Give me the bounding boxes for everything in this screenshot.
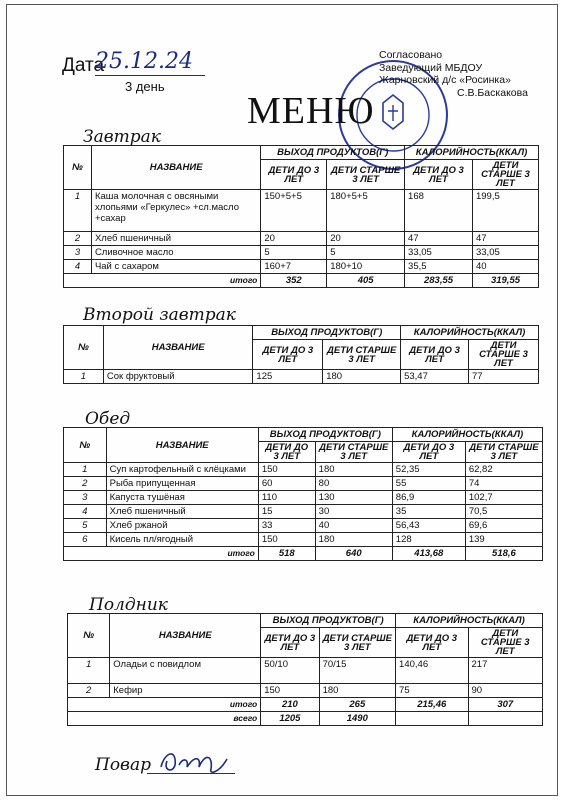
calories-over-3: 217 [468,658,543,684]
output-to-3: 60 [258,477,315,491]
total-calories-over-3: 307 [468,698,543,712]
calories-to-3: 75 [396,684,468,698]
output-over-3: 180 [315,463,392,477]
output-over-3: 180 [323,370,401,384]
row-num: 2 [68,684,110,698]
table-row [68,684,543,698]
col-header-kids-to-3: ДЕТИ ДО 3 ЛЕТ [253,340,323,370]
total-row [64,274,539,288]
page-title: МЕНЮ [247,90,375,132]
dish-name: Сок фруктовый [103,370,253,384]
output-over-3: 40 [315,519,392,533]
total-label: итого [64,547,259,561]
date-value: 25.12.24 [95,49,193,74]
col-header-kids-to-3: ДЕТИ ДО 3 ЛЕТ [396,628,468,658]
calories-to-3: 53,47 [401,370,469,384]
table-row [68,658,543,684]
calories-over-3: 77 [469,370,539,384]
output-to-3: 150 [258,533,315,547]
snack-table [67,613,543,726]
col-header-kids-to-3: ДЕТИ ДО 3 ЛЕТ [261,160,327,190]
calories-over-3: 70,5 [465,505,542,519]
calories-over-3: 62,82 [465,463,542,477]
output-to-3: 110 [258,491,315,505]
output-over-3: 30 [315,505,392,519]
calories-over-3: 47 [472,232,538,246]
total-output-over-3: 265 [319,698,395,712]
second-breakfast-table [63,325,539,384]
calories-over-3: 33,05 [472,246,538,260]
row-num: 3 [64,491,107,505]
section-title-snack: Полдник [89,595,168,615]
col-header-kids-over-3: ДЕТИ СТАРШЕ 3 ЛЕТ [323,340,401,370]
calories-over-3: 74 [465,477,542,491]
table-row [64,246,539,260]
output-over-3: 180 [315,533,392,547]
approval-line: Жарновский д/с «Росинка» [379,74,511,86]
col-header-kids-over-3: ДЕТИ СТАРШЕ 3 ЛЕТ [315,442,392,463]
col-header-output: ВЫХОД ПРОДУКТОВ(Г) [261,614,396,628]
total-output-to-3: 352 [261,274,327,288]
col-header-kids-over-3: ДЕТИ СТАРШЕ 3 ЛЕТ [327,160,405,190]
row-num: 4 [64,505,107,519]
calories-over-3: 40 [472,260,538,274]
total-output-to-3: 210 [261,698,319,712]
section-title-second-breakfast: Второй завтрак [83,305,236,325]
calories-over-3: 102,7 [465,491,542,505]
grand-total-output-over-3: 1490 [319,712,395,726]
output-to-3: 150+5+5 [261,190,327,232]
col-header-num: № [64,428,107,463]
col-header-kids-to-3: ДЕТИ ДО 3 ЛЕТ [405,160,473,190]
col-header-kids-over-3: ДЕТИ СТАРШЕ 3 ЛЕТ [469,340,539,370]
lunch-table [63,427,543,561]
calories-to-3: 33,05 [405,246,473,260]
total-output-to-3: 518 [258,547,315,561]
calories-over-3: 199,5 [472,190,538,232]
calories-over-3: 69,6 [465,519,542,533]
total-output-over-3: 640 [315,547,392,561]
dish-name: Хлеб пшеничный [91,232,260,246]
menu-sheet [6,4,558,796]
total-row [68,698,543,712]
dish-name: Капуста тушёная [106,491,258,505]
col-header-num: № [68,614,110,658]
grand-total-label: всего [68,712,261,726]
dish-name: Оладьи с повидлом [110,658,261,684]
date-label: Дата [62,55,105,76]
approval-line: С.В.Баскакова [457,86,528,99]
col-header-calories: КАЛОРИЙНОСТЬ(ККАЛ) [401,326,539,340]
calories-to-3: 35 [392,505,465,519]
total-calories-over-3: 319,55 [472,274,538,288]
total-calories-to-3: 215,46 [396,698,468,712]
calories-to-3: 140,46 [396,658,468,684]
table-row [64,519,543,533]
col-header-kids-to-3: ДЕТИ ДО 3 ЛЕТ [261,628,319,658]
total-output-over-3: 405 [327,274,405,288]
col-header-kids-to-3: ДЕТИ ДО 3 ЛЕТ [258,442,315,463]
output-over-3: 180+10 [327,260,405,274]
col-header-kids-over-3: ДЕТИ СТАРШЕ 3 ЛЕТ [465,442,542,463]
table-row [64,232,539,246]
day-label: 3 день [125,79,165,94]
section-title-breakfast: Завтрак [83,127,161,147]
output-over-3: 180 [319,684,395,698]
table-row [64,260,539,274]
output-over-3: 70/15 [319,658,395,684]
col-header-kids-over-3: ДЕТИ СТАРШЕ 3 ЛЕТ [468,628,543,658]
row-num: 2 [64,232,92,246]
total-calories-to-3: 413,68 [392,547,465,561]
total-calories-over-3: 518,6 [465,547,542,561]
calories-to-3: 86,9 [392,491,465,505]
total-row [64,547,543,561]
col-header-name: НАЗВАНИЕ [106,428,258,463]
output-to-3: 5 [261,246,327,260]
table-row [64,505,543,519]
dish-name: Сливочное масло [91,246,260,260]
row-num: 1 [64,190,92,232]
dish-name: Чай с сахаром [91,260,260,274]
cook-signature-icon [155,745,235,777]
table-row [64,190,539,232]
table-row [64,491,543,505]
grand-total-row [68,712,543,726]
cook-label: Повар [95,755,151,775]
dish-name: Хлеб ржаной [106,519,258,533]
calories-over-3: 139 [465,533,542,547]
total-label: итого [68,698,261,712]
dish-name: Кисель пл/ягодный [106,533,258,547]
grand-total-empty [468,712,543,726]
col-header-name: НАЗВАНИЕ [91,146,260,190]
row-num: 3 [64,246,92,260]
output-to-3: 50/10 [261,658,319,684]
output-over-3: 130 [315,491,392,505]
row-num: 5 [64,519,107,533]
col-header-calories: КАЛОРИЙНОСТЬ(ККАЛ) [405,146,539,160]
col-header-kids-over-3: ДЕТИ СТАРШЕ 3 ЛЕТ [319,628,395,658]
col-header-output: ВЫХОД ПРОДУКТОВ(Г) [258,428,392,442]
table-row [64,533,543,547]
row-num: 2 [64,477,107,491]
output-to-3: 15 [258,505,315,519]
total-label: итого [64,274,261,288]
grand-total-empty [396,712,468,726]
row-num: 6 [64,533,107,547]
col-header-output: ВЫХОД ПРОДУКТОВ(Г) [261,146,405,160]
table-row [64,463,543,477]
calories-to-3: 128 [392,533,465,547]
row-num: 4 [64,260,92,274]
breakfast-table [63,145,539,288]
col-header-kids-over-3: ДЕТИ СТАРШЕ 3 ЛЕТ [472,160,538,190]
section-title-lunch: Обед [85,409,131,429]
calories-to-3: 168 [405,190,473,232]
output-to-3: 20 [261,232,327,246]
row-num: 1 [64,370,104,384]
output-to-3: 125 [253,370,323,384]
col-header-name: НАЗВАНИЕ [110,614,261,658]
date-underline [95,75,205,76]
col-header-name: НАЗВАНИЕ [103,326,253,370]
calories-to-3: 56,43 [392,519,465,533]
col-header-kids-to-3: ДЕТИ ДО 3 ЛЕТ [401,340,469,370]
approval-block [379,49,528,99]
table-row [64,477,543,491]
col-header-num: № [64,146,92,190]
output-over-3: 5 [327,246,405,260]
approval-line: Согласовано [379,49,443,61]
table-row [64,370,539,384]
dish-name: Кефир [110,684,261,698]
output-over-3: 180+5+5 [327,190,405,232]
col-header-calories: КАЛОРИЙНОСТЬ(ККАЛ) [396,614,543,628]
col-header-output: ВЫХОД ПРОДУКТОВ(Г) [253,326,401,340]
row-num: 1 [64,463,107,477]
dish-name: Рыба припущенная [106,477,258,491]
calories-to-3: 52,35 [392,463,465,477]
output-to-3: 33 [258,519,315,533]
calories-to-3: 35,5 [405,260,473,274]
calories-to-3: 47 [405,232,473,246]
output-to-3: 150 [258,463,315,477]
calories-to-3: 55 [392,477,465,491]
col-header-num: № [64,326,104,370]
col-header-calories: КАЛОРИЙНОСТЬ(ККАЛ) [392,428,542,442]
dish-name: Каша молочная с овсяными хлопьями «Геркулес» +сл.масло +сахар [91,190,260,232]
output-over-3: 20 [327,232,405,246]
output-to-3: 150 [261,684,319,698]
row-num: 1 [68,658,110,684]
calories-over-3: 90 [468,684,543,698]
dish-name: Суп картофельный с клёцками [106,463,258,477]
col-header-kids-to-3: ДЕТИ ДО 3 ЛЕТ [392,442,465,463]
grand-total-output-to-3: 1205 [261,712,319,726]
output-to-3: 160+7 [261,260,327,274]
approval-line: Заведующий МБДОУ [379,61,483,74]
total-calories-to-3: 283,55 [405,274,473,288]
output-over-3: 80 [315,477,392,491]
dish-name: Хлеб пшеничный [106,505,258,519]
